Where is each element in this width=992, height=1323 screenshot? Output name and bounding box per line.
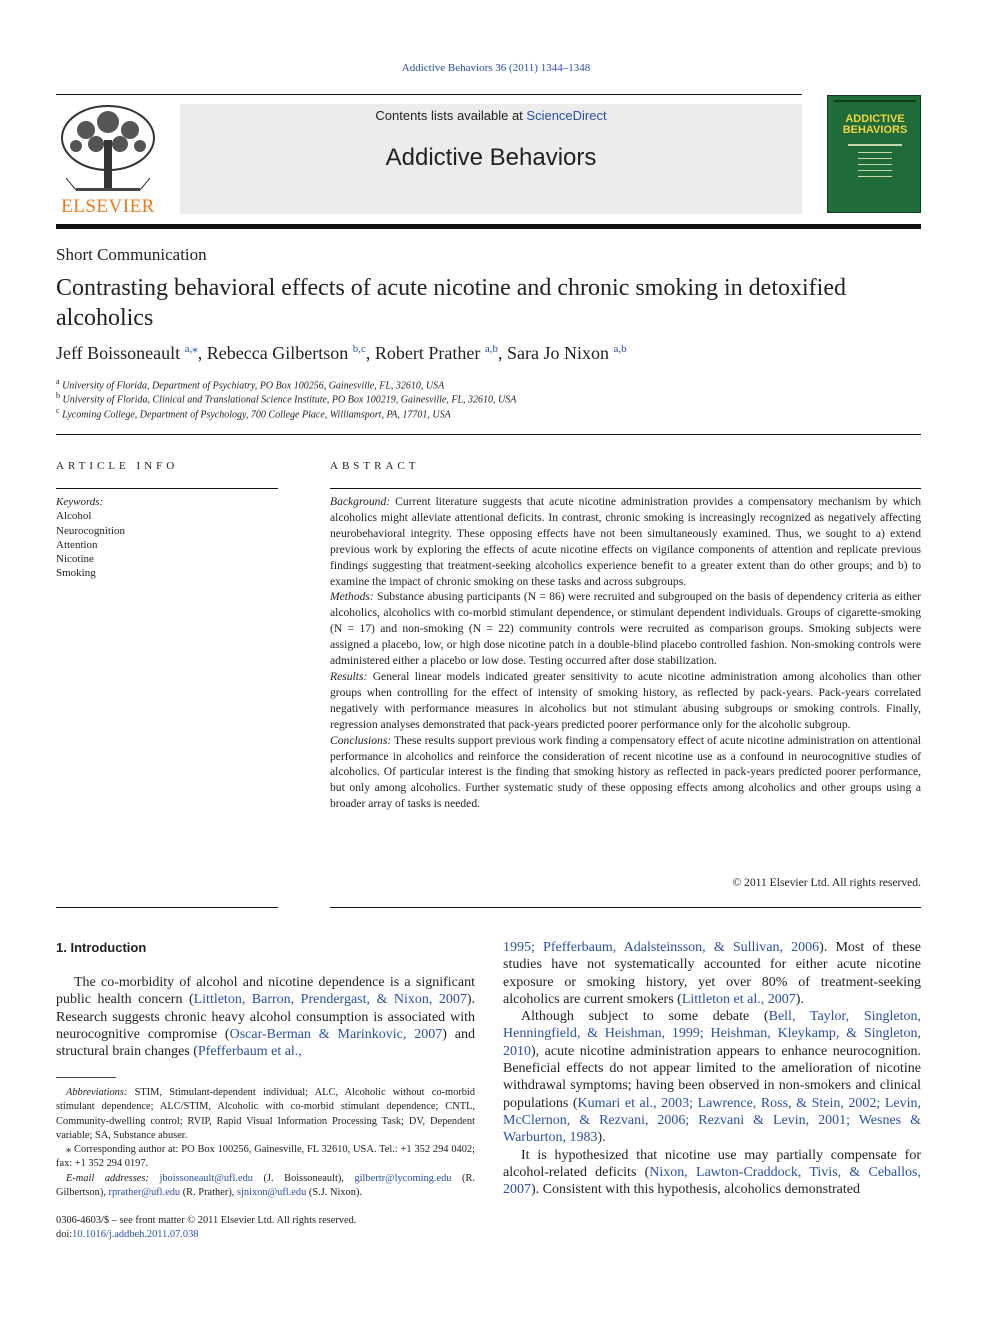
contents-prefix: Contents lists available at <box>375 108 527 123</box>
email-owner: (R. Gilbertson), <box>56 1172 475 1199</box>
abstract-conclusions-text: These results support previous work finding a compensatory effect of acute nicotine administration on attentional performance in alcoholics and reinforce the consideration of recent nicotine use as a confound in neurocognitive studies of alcoholics. Of particular interest is the finding that smoking history as reflected in pack-years predicted poorer performance, but only among alcoholics. Further systematic study of these opposing effects among alcoholics and other groups using a broader array of tasks is needed. <box>330 733 921 811</box>
author-affil-link[interactable]: a,⁎ <box>184 343 198 355</box>
email-owner: (S.J. Nixon). <box>306 1187 363 1199</box>
abstract-results <box>330 669 921 733</box>
email-owner: (R. Prather), <box>180 1187 237 1199</box>
keyword: Neurocognition <box>56 524 126 537</box>
citation-link[interactable]: Kumari et al., 2003; Lawrence, Ross, & Stein, 2002; Levin, McClernon, & Rezvani, 2006; Rezvani & Levin, 2001; Wesnes & Warburton, 1983 <box>503 1095 921 1146</box>
abbreviations-text: STIM, Stimulant-dependent individual; ALC, Alcoholic without co-morbid stimulant dependence; ALC/STIM, Alcoholic with co-morbid stimulant dependence; CNTL, Community-dwelling control; RVIP, Rapid Visual Information Processing Task; DV, Dependent variable; SA, Substance abuser. <box>56 1087 475 1141</box>
article-info-heading: ARTICLE INFO <box>56 460 179 472</box>
paragraph-text: ). Research suggests chronic heavy alcohol consumption is associated with neurocognitive compromise ( <box>56 992 475 1042</box>
abstract-body <box>330 494 921 812</box>
intro-paragraph-3 <box>503 1147 921 1199</box>
email-footnote <box>56 1172 475 1201</box>
paragraph-text: ). Consistent with this hypothesis, alcoholics demonstrated <box>531 1182 860 1198</box>
article-title: Contrasting behavioral effects of acute nicotine and chronic smoking in detoxified alcoholics <box>56 275 846 331</box>
abstract-heading: ABSTRACT <box>330 460 420 472</box>
keyword: Alcohol <box>56 510 92 523</box>
abstract-conclusions-label: Conclusions: <box>330 733 392 747</box>
abstract-methods-text: Substance abusing participants (N = 86) were recruited and subgrouped on the basis of dependency criteria as either alcoholics, alcoholics with co-morbid stimulant dependence, or stimulant dependent individuals. Groups of cigarette-smoking (N = 17) and non-smoking (N = 22) community controls were recruited as comparison groups. Smoking subjects were assigned a placebo, low, or high dose nicotine patch in a double-blind placebo controlled fashion. Non-smoking controls were administered either a placebo or low dose. Testing occurred after dose stabilization. <box>330 590 921 668</box>
front-matter <box>56 1214 356 1243</box>
citation-link[interactable]: Pfefferbaum et al., <box>197 1044 302 1060</box>
doi-label: doi: <box>56 1229 73 1241</box>
abstract-methods-label: Methods: <box>330 590 374 604</box>
email-link[interactable]: jboissoneault@ufl.edu <box>159 1172 253 1184</box>
intro-paragraph-2 <box>503 1008 921 1146</box>
author-affil-link[interactable]: a,b <box>484 343 498 355</box>
keyword: Attention <box>56 538 98 551</box>
intro-paragraph-1 <box>56 974 475 1060</box>
affiliation-text: Lycoming College, Department of Psychology, 700 College Place, Williamsport, PA, 17701, USA <box>62 409 451 421</box>
abstract-results-text: General linear models indicated greater sensitivity to acute nicotine administration among alcoholics than other groups when controlling for the effect of intensity of smoking history, as reflected by pack-years. Pack-years correlated negatively with performance measures in alcoholics but not stimulant abusing subgroups or smoking controls. Finally, regression analyses demonstrated that pack-years predicted poorer performance only for the alcoholic subgroup. <box>330 669 921 731</box>
author-name: Sara Jo Nixon <box>507 343 609 363</box>
left-column <box>56 974 475 1060</box>
author-name: Jeff Boissoneault <box>56 343 181 363</box>
footnotes <box>56 1086 475 1200</box>
citation-link[interactable]: Nixon, Lawton-Craddock, Tivis, & Ceballos, 2007 <box>503 1164 921 1198</box>
paragraph-text: It is hypothesized that nicotine use may partially compensate for alcohol-related deficits ( <box>503 1147 921 1180</box>
abstract-background <box>330 494 921 589</box>
abstract-background-text: Current literature suggests that acute nicotine administration provides a compensatory mechanism by which alcoholics might alleviate attentional deficits. In contrast, chronic smoking is increasingly recognized as negatively affecting neurobehavioral integrity. These opposing effects have not been simultaneously examined. Thus, we sought to a) extend previous work by exploring the effects of acute nicotine effects on vigilance components of attention and replicate previous findings suggesting that treatment-seeking alcoholics experience benefit to a greater extent than do other groups; and b) to examine the impact of chronic smoking on these tasks and across subgroups. <box>330 495 921 588</box>
abstract-background-label: Background: <box>330 495 391 508</box>
affiliation <box>56 391 516 405</box>
elsevier-logo[interactable] <box>56 100 160 216</box>
intro-paragraph-1-continued <box>503 939 921 1008</box>
article-info-rule <box>56 488 278 489</box>
affiliation-mark: c <box>56 406 60 415</box>
email-link[interactable]: rprather@ufl.edu <box>108 1187 181 1199</box>
doi-line <box>56 1228 356 1242</box>
keyword: Nicotine <box>56 553 94 566</box>
affiliations-divider <box>56 434 921 435</box>
affiliation-mark: b <box>56 391 60 400</box>
citation-link[interactable]: Littleton, Barron, Prendergast, & Nixon, 2007 <box>193 992 467 1008</box>
author-list: Jeff Boissoneault $^{a,⁎}$, Rebecca Gilbertson $^{b,c}$, Robert Prather $^{a,b}$, Sara Jo Nixon $^{a,b}$ <box>56 343 627 363</box>
keywords-label: Keywords: <box>56 496 104 508</box>
paragraph-text: Although subject to some debate ( <box>521 1009 769 1025</box>
paragraph-text: ). Most of these studies have not systematically accounted for either acute nicotine exposure or smoking history, yet over 80% of treatment-seeking alcoholics are current smokers ( <box>503 940 921 1007</box>
affiliation-text: University of Florida, Department of Psychiatry, PO Box 100256, Gainesville, FL, 32610, USA <box>62 380 445 392</box>
email-label: E-mail addresses: <box>66 1172 149 1184</box>
email-link[interactable]: sjnixon@ufl.edu <box>236 1187 307 1199</box>
paragraph-text: ). <box>597 1130 606 1146</box>
header-top-rule <box>56 94 802 95</box>
sciencedirect-link[interactable]: ScienceDirect <box>526 108 607 123</box>
journal-name: Addictive Behaviors <box>385 144 597 171</box>
citation-link[interactable]: Littleton et al., 2007 <box>681 991 796 1007</box>
article-type: Short Communication <box>56 245 207 264</box>
author-affil-link[interactable]: a,b <box>613 343 627 355</box>
abstract-results-label: Results: <box>330 669 368 683</box>
email-owner: (J. Boissoneault), <box>252 1172 355 1184</box>
author-name: Rebecca Gilbertson <box>206 343 349 363</box>
doi-link[interactable]: 10.1016/j.addbeh.2011.07.038 <box>72 1229 199 1241</box>
cover-title-line2: BEHAVIORS <box>842 124 908 136</box>
paragraph-text: ) and structural brain changes ( <box>56 1026 475 1060</box>
abstract-methods <box>330 589 921 669</box>
abstract-end-rule <box>330 907 921 908</box>
article-info-end-rule <box>56 907 278 908</box>
affiliation <box>56 406 451 420</box>
abbreviations-footnote <box>56 1086 475 1143</box>
abbreviations-label: Abbreviations: <box>66 1087 128 1098</box>
paragraph-text: ). <box>795 991 804 1007</box>
journal-citation-link[interactable]: Addictive Behaviors 36 (2011) 1344–1348 <box>401 62 591 74</box>
journal-cover-thumbnail[interactable] <box>827 95 921 213</box>
affiliation <box>56 377 444 391</box>
citation-link[interactable]: Oscar-Berman & Marinkovic, 2007 <box>229 1026 443 1042</box>
abstract-copyright: © 2011 Elsevier Ltd. All rights reserved. <box>732 876 921 889</box>
issn-line: 0306-4603/$ – see front matter © 2011 Elsevier Ltd. All rights reserved. <box>56 1215 357 1226</box>
abstract-rule <box>330 488 921 489</box>
affiliation-mark: a <box>56 377 60 386</box>
cover-title-line1: ADDICTIVE <box>845 113 905 125</box>
paragraph-text: ), acute nicotine administration appears to enhance neurocognition. Beneficial effects do not appear limited to the amelioration of nicotine withdrawal symptoms; having been observed in non-smokers and clinical populations ( <box>503 1043 921 1111</box>
author-name: Robert Prather <box>374 343 481 363</box>
email-link[interactable]: gilbertr@lycoming.edu <box>354 1172 452 1184</box>
keyword: Smoking <box>56 567 96 580</box>
cover-title <box>828 114 922 136</box>
corresponding-author-footnote: ⁎ Corresponding author at: PO Box 100256, Gainesville, FL 32610, USA. Tel.: +1 352 294 0402; fax: +1 352 294 0197. <box>56 1144 475 1170</box>
author-affil-link[interactable]: b,c <box>352 343 366 355</box>
citation-link[interactable]: 1995; Pfefferbaum, Adalsteinsson, & Sullivan, 2006 <box>503 940 820 955</box>
section-heading-introduction: 1. Introduction <box>56 940 147 955</box>
abstract-conclusions <box>330 733 921 813</box>
footnote-rule <box>56 1077 116 1078</box>
header-bottom-rule <box>56 224 921 229</box>
right-column <box>503 939 921 1198</box>
citation-link[interactable]: Bell, Taylor, Singleton, Henningfield, & Heishman, 1999; Heishman, Kleykamp, & Singleton, 2010 <box>503 1009 922 1059</box>
elsevier-wordmark: ELSEVIER <box>61 196 155 217</box>
affiliation-text: University of Florida, Clinical and Translational Science Institute, PO Box 100219, Gainesville, FL, 32610, USA <box>62 394 517 406</box>
keywords-block <box>56 495 125 581</box>
journal-header-box <box>180 104 802 214</box>
paragraph-text: The co-morbidity of alcohol and nicotine dependence is a significant public health concern ( <box>56 975 475 1008</box>
contents-availability <box>180 108 802 123</box>
